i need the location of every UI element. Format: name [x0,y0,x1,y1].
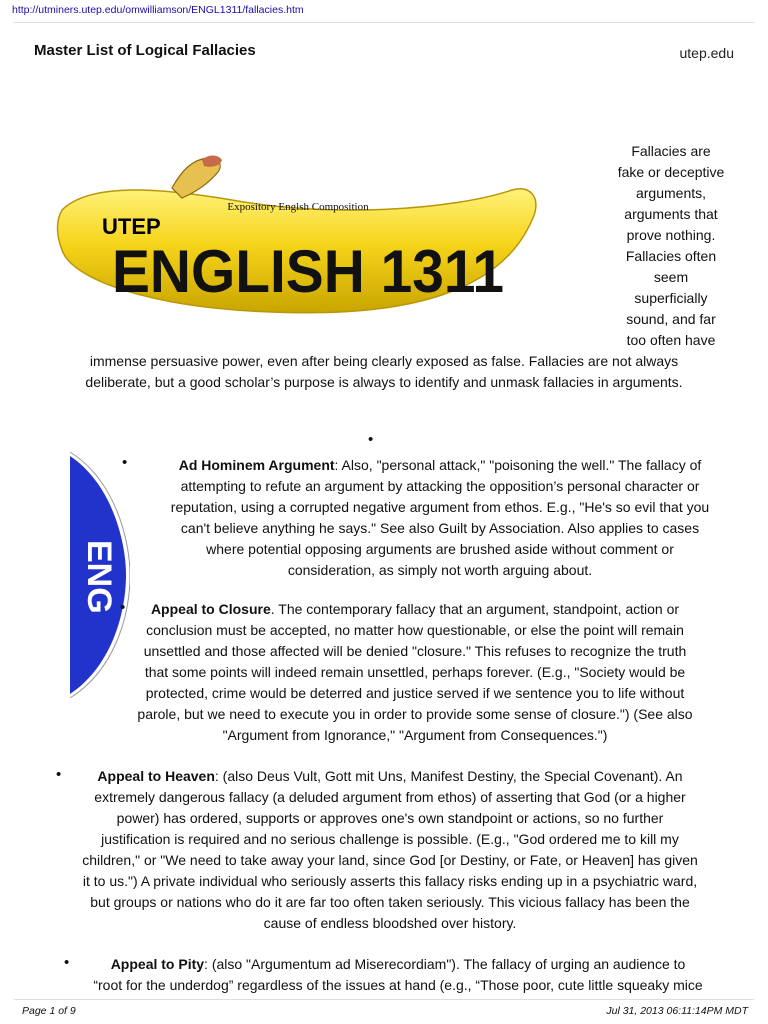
banner-subtitle: Expository Englsh Composition [227,201,369,213]
fallacy-line: that some points will indeed remain unsettled, perhaps forever. (E.g., "Society would be [144,664,686,680]
fallacy-appeal-to-closure [100,599,730,746]
banner-school: UTEP [102,214,161,239]
intro-continuation [40,351,728,393]
fallacy-line: but groups or nations who do it are far too often taken seriously. This vicious fallacy has been the [90,894,690,910]
page-domain: utep.edu [679,45,734,61]
fallacy-line: protected, crime would be deterred and justice served if we sentence you to life without [145,685,685,701]
course-banner [32,140,606,340]
fallacy-term: Ad Hominem Argument [178,457,335,473]
fallacy-line: parole, but we need to execute you in order to provide some sense of closure.") (See also [137,706,693,722]
bullet-dot: • [122,454,128,471]
intro-side-text [608,141,734,351]
fallacy-line: consideration, as simply not worth arguing about. [287,562,593,578]
fallacy-line: attempting to refute an argument by attacking the opposition’s personal character or [180,478,700,494]
fallacy-ad-hominem [140,455,740,581]
fallacy-line: “root for the underdog” regardless of the issues at hand (e.g., “Those poor, cute little squeaky mice [93,977,703,993]
page-title: Master List of Logical Fallacies [34,42,256,59]
fallacy-line: extremely dangerous fallacy (a deluded argument from ethos) of asserting that God (or a higher [94,789,686,805]
fallacy-appeal-to-heaven [40,766,740,934]
intro-line: seem [653,269,689,285]
intro-line: too often have [626,332,716,348]
intro-line: arguments, [635,185,707,201]
fallacy-line: "Argument from Ignorance," "Argument from Consequences.") [222,727,608,743]
page-url[interactable]: http://utminers.utep.edu/omwilliamson/ENGL1311/fallacies.htm [12,4,304,16]
fallacy-line: where potential opposing arguments are brushed aside without comment or [206,541,674,557]
fallacy-definition-start: : Also, "personal attack," "poisoning the well." The fallacy of [334,457,702,473]
bullet-dot: • [64,954,70,971]
fallacy-first-line [40,766,740,787]
fallacy-line: it to us.") A private individual who seriously asserts this fallacy risks ending up in a psychiatric ward, [82,873,698,889]
fallacy-term: Appeal to Heaven [97,768,215,784]
banner-course: ENGLISH 1311 [112,238,504,305]
print-timestamp: Jul 31, 2013 06:11:14PM MDT [606,1005,748,1017]
fallacy-definition-start: : (also Deus Vult, Gott mit Uns, Manifest Destiny, the Special Covenant). An [214,768,683,784]
intro-line: fake or deceptive [617,164,725,180]
banana-illustration [32,140,606,340]
intro-line: prove nothing. [626,227,716,243]
intro-line: Fallacies often [625,248,717,264]
intro-line: sound, and far [626,311,716,327]
fallacy-line: conclusion must be accepted, no matter how questionable, or else the point will remain [146,622,684,638]
fallacy-first-line [100,599,730,620]
fallacy-term: Appeal to Closure [150,601,271,617]
intro-line: superficially [634,290,708,306]
header-divider [14,22,754,23]
intro-line: deliberate, but a good scholar’s purpose is always to identify and unmask fallacies in arguments. [85,374,683,390]
fallacy-definition-start: . The contemporary fallacy that an argument, standpoint, action or [270,601,680,617]
fallacy-definition-start: : (also "Argumentum ad Miserecordiam"). The fallacy of urging an audience to [204,956,686,972]
fallacy-first-line [60,954,736,975]
intro-line: Fallacies are [631,143,711,159]
fallacy-line: justification is required and no serious challenge is possible. (E.g., "God ordered me to kill my [101,831,679,847]
fallacy-appeal-to-pity [60,954,736,996]
intro-line: arguments that [624,206,718,222]
empty-bullet: • [368,431,374,448]
bullet-dot: • [56,766,62,783]
fallacy-line: cause of endless bloodshed over history. [263,915,517,931]
fallacy-line: unsettled and those affected will be denied "closure." This refuses to recognize the truth [143,643,687,659]
page-number: Page 1 of 9 [22,1005,76,1017]
fallacy-line: reputation, using a corrupted negative argument from ethos. E.g., "He's so evil that you [170,499,710,515]
fallacy-first-line [140,455,740,476]
footer-divider [14,999,754,1000]
intro-line: immense persuasive power, even after being clearly exposed as false. Fallacies are not always [89,353,679,369]
fallacy-line: can't believe anything he says." See also Guilt by Association. Also applies to cases [180,520,700,536]
fallacy-line: power) has ordered, supports or approves one's own standpoint or actions, so no further [116,810,664,826]
fallacy-line: children," or "We need to take away your land, since God [or Destiny, or Fate, or Heaven] has given [82,852,698,868]
bullet-dot: • [120,599,126,616]
fallacy-term: Appeal to Pity [110,956,205,972]
eng-logo-text: ENG [80,540,118,614]
